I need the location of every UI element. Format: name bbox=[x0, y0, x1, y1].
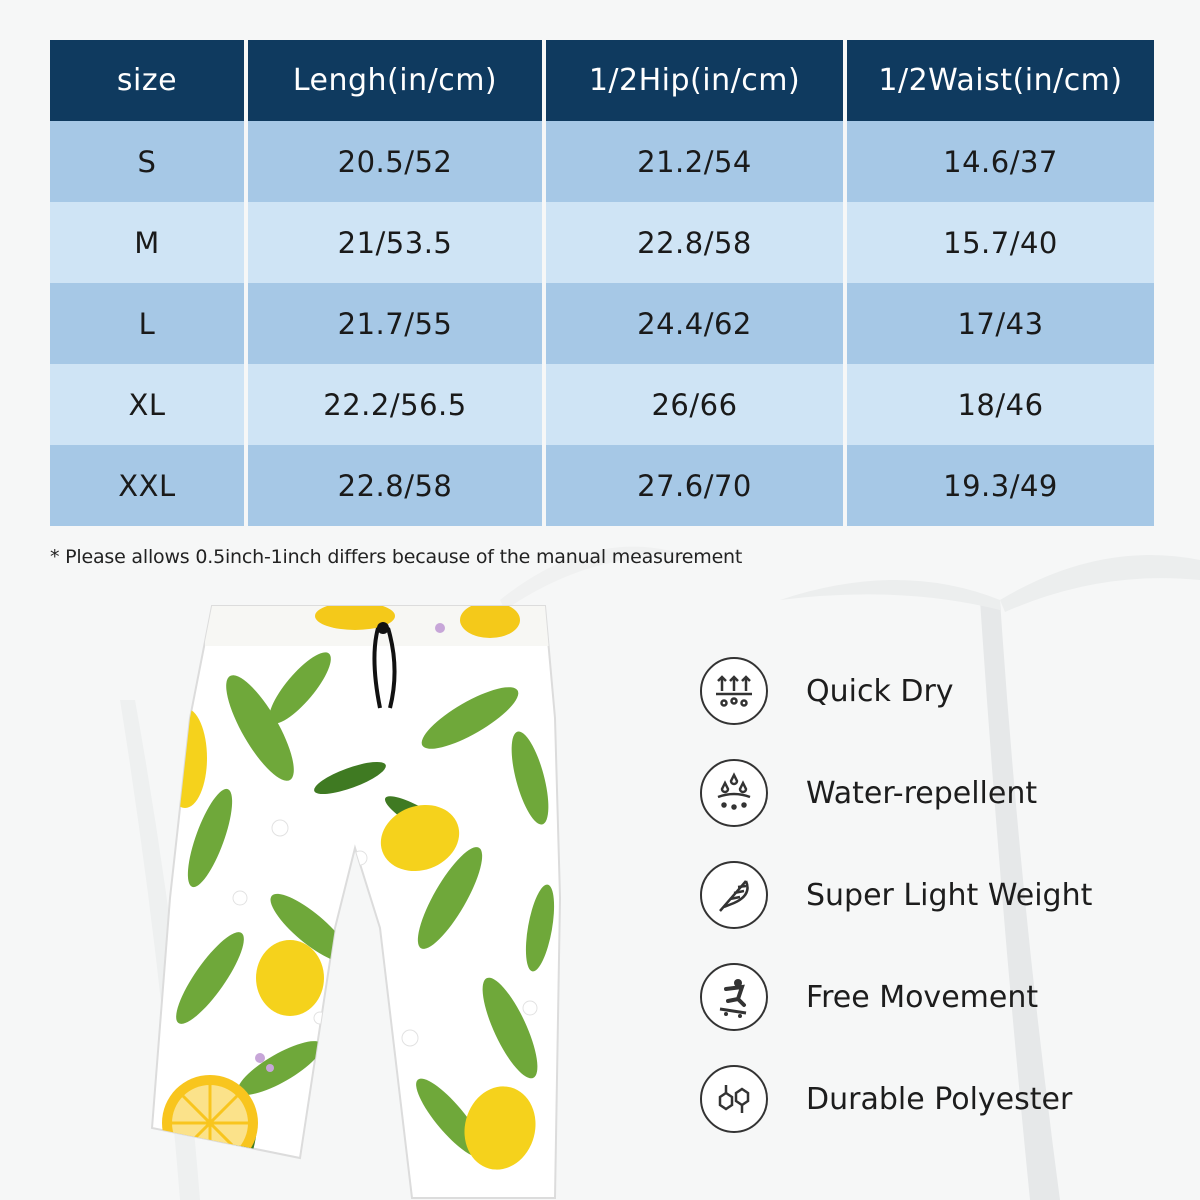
cell-hip: 27.6/70 bbox=[546, 445, 843, 526]
cell-size: L bbox=[50, 283, 244, 364]
feature-item bbox=[700, 859, 1150, 931]
header-hip: 1/2Hip(in/cm) bbox=[546, 40, 843, 121]
cell-waist: 19.3/49 bbox=[847, 445, 1154, 526]
cell-waist: 17/43 bbox=[847, 283, 1154, 364]
cell-hip: 26/66 bbox=[546, 364, 843, 445]
lemon-print-shorts-image bbox=[150, 598, 570, 1200]
polyester-molecule-icon bbox=[700, 1065, 768, 1133]
size-chart-table bbox=[50, 40, 1150, 532]
feature-label: Water-repellent bbox=[806, 775, 1038, 811]
skateboarder-icon bbox=[700, 963, 768, 1031]
cell-hip: 22.8/58 bbox=[546, 202, 843, 283]
cell-hip: 21.2/54 bbox=[546, 121, 843, 202]
cell-size: M bbox=[50, 202, 244, 283]
water-repellent-icon bbox=[700, 759, 768, 827]
cell-size: S bbox=[50, 121, 244, 202]
feature-list bbox=[700, 655, 1150, 1165]
cell-waist: 14.6/37 bbox=[847, 121, 1154, 202]
quick-dry-icon bbox=[700, 657, 768, 725]
feature-item bbox=[700, 655, 1150, 727]
feature-label: Durable Polyester bbox=[806, 1081, 1073, 1117]
header-length: Lengh(in/cm) bbox=[248, 40, 542, 121]
measurement-note: * Please allows 0.5inch-1inch differs because of the manual measurement bbox=[50, 546, 743, 568]
cell-length: 21.7/55 bbox=[248, 283, 542, 364]
feature-item bbox=[700, 757, 1150, 829]
cell-length: 22.8/58 bbox=[248, 445, 542, 526]
feature-label: Quick Dry bbox=[806, 673, 954, 709]
cell-size: XL bbox=[50, 364, 244, 445]
feature-item bbox=[700, 961, 1150, 1033]
cell-size: XXL bbox=[50, 445, 244, 526]
cell-waist: 18/46 bbox=[847, 364, 1154, 445]
feature-label: Super Light Weight bbox=[806, 877, 1093, 913]
cell-hip: 24.4/62 bbox=[546, 283, 843, 364]
feature-item bbox=[700, 1063, 1150, 1135]
cell-length: 22.2/56.5 bbox=[248, 364, 542, 445]
feather-icon bbox=[700, 861, 768, 929]
header-waist: 1/2Waist(in/cm) bbox=[847, 40, 1154, 121]
header-size: size bbox=[50, 40, 244, 121]
cell-length: 21/53.5 bbox=[248, 202, 542, 283]
cell-waist: 15.7/40 bbox=[847, 202, 1154, 283]
feature-label: Free Movement bbox=[806, 979, 1039, 1015]
cell-length: 20.5/52 bbox=[248, 121, 542, 202]
